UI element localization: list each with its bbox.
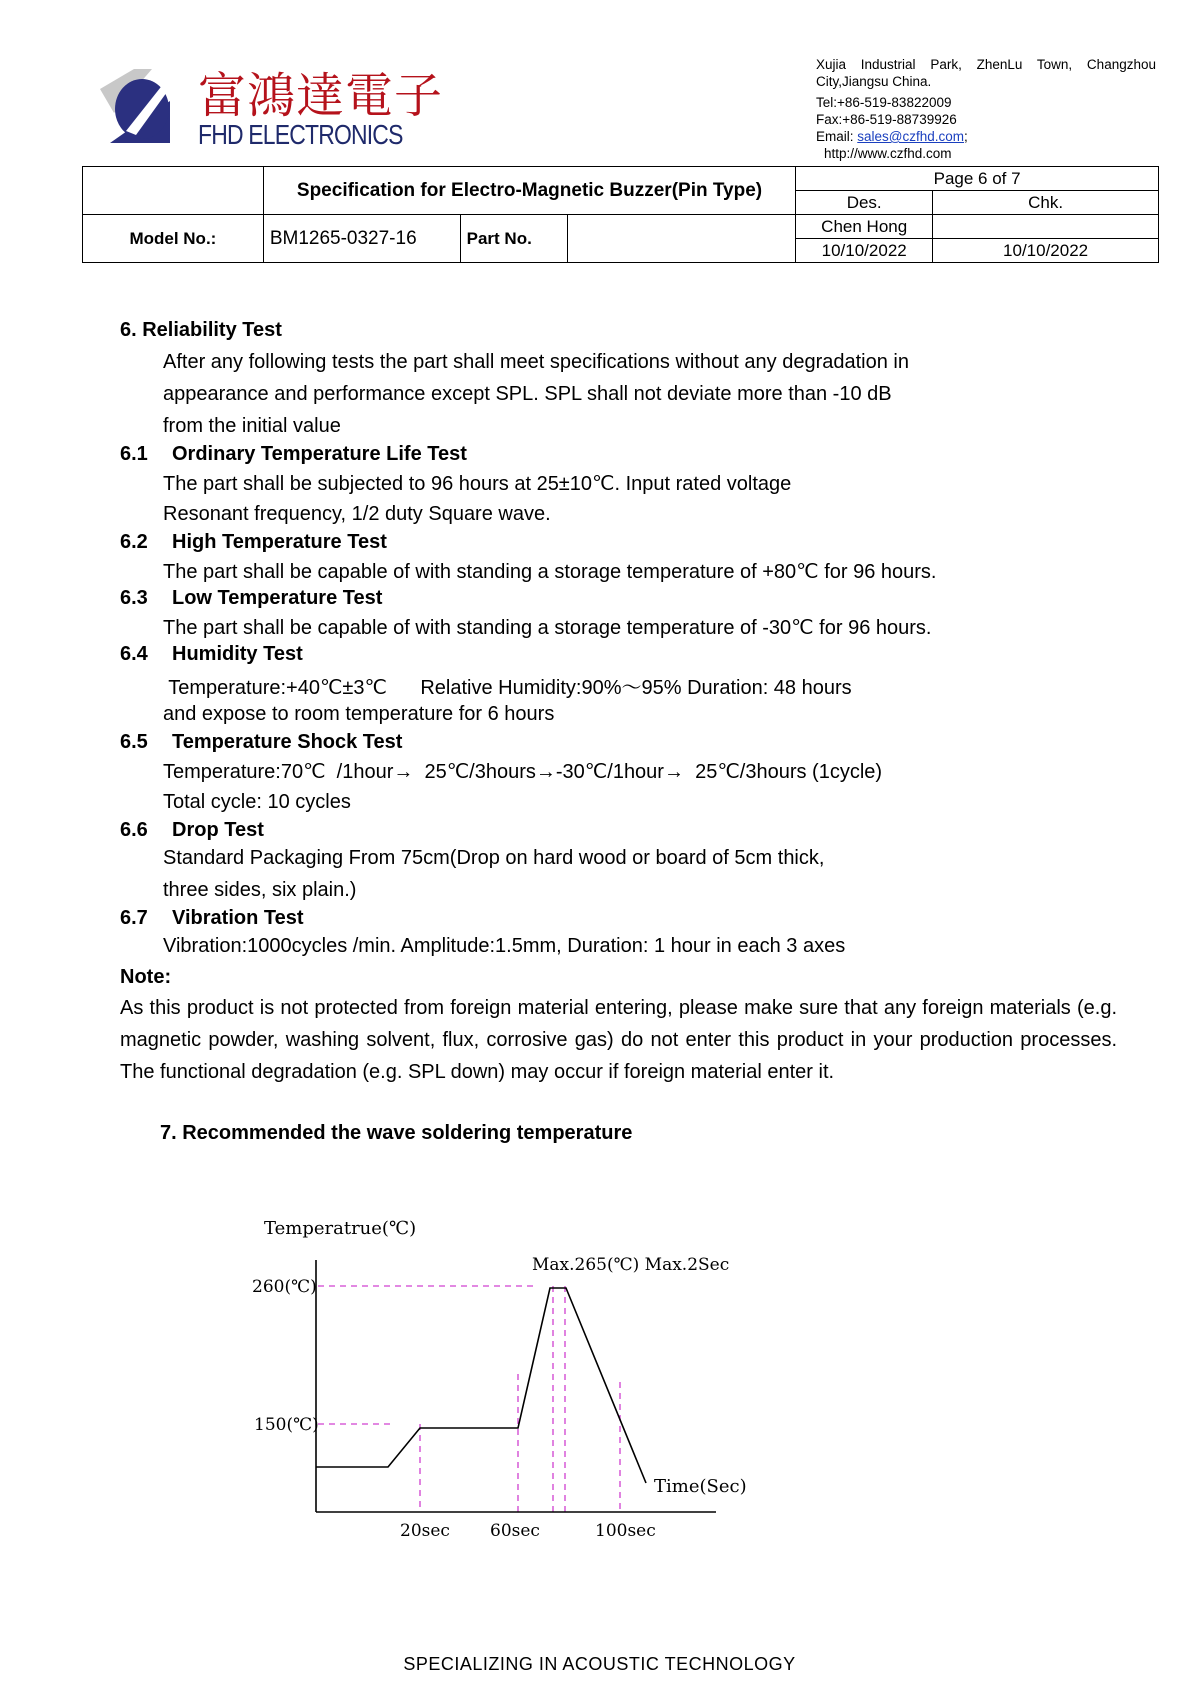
website-url: http://www.czfhd.com bbox=[824, 146, 952, 161]
test-title: Temperature Shock Test bbox=[172, 731, 403, 753]
model-number-label: Model No.: bbox=[83, 215, 264, 263]
email-link[interactable]: sales@czfhd.com bbox=[857, 129, 965, 144]
section-6-intro-line: After any following tests the part shall meet specifications without any degradation in bbox=[163, 351, 909, 373]
checker-name bbox=[933, 215, 1159, 239]
test-title: Vibration Test bbox=[172, 907, 304, 929]
company-address: Xujia Industrial Park, ZhenLu Town, Changzhou City,Jiangsu China. bbox=[816, 57, 1156, 89]
test-number: 6.2 bbox=[120, 531, 148, 553]
company-logo-icon bbox=[92, 61, 187, 151]
section-6-intro-line: appearance and performance except SPL. SPL shall not deviate more than -10 dB bbox=[163, 383, 892, 405]
y-tick-label: 260(℃) bbox=[252, 1277, 317, 1297]
contact-block bbox=[816, 56, 1156, 162]
section-7-heading: 7. Recommended the wave soldering temperature bbox=[160, 1122, 633, 1144]
footer-tagline: SPECIALIZING IN ACOUSTIC TECHNOLOGY bbox=[403, 1654, 796, 1674]
x-tick-label: 100sec bbox=[595, 1521, 656, 1541]
y-axis-label: Temperatrue(℃) bbox=[264, 1218, 417, 1239]
soldering-profile-chart bbox=[240, 1210, 770, 1560]
test-description: The part shall be capable of with standing a storage temperature of -30℃ for 96 hours. bbox=[163, 617, 932, 639]
test-number: 6.4 bbox=[120, 643, 148, 665]
test-description: Temperature:70℃ /1hour→ 25℃/3hours→-30℃/1hour→ 25℃/3hours (1cycle) bbox=[163, 761, 883, 783]
fax-number: Fax:+86-519-88739926 bbox=[816, 112, 957, 127]
section-6-intro-line: from the initial value bbox=[163, 415, 341, 437]
designer-date: 10/10/2022 bbox=[796, 239, 933, 263]
model-number-value: BM1265-0327-16 bbox=[263, 215, 460, 263]
checker-date: 10/10/2022 bbox=[933, 239, 1159, 263]
section-6-heading: 6. Reliability Test bbox=[120, 319, 282, 341]
test-description: Temperature:+40℃±3℃ Relative Humidity:90%～95% Duration: 48 hours bbox=[163, 677, 852, 699]
test-description: Vibration:1000cycles /min. Amplitude:1.5mm, Duration: 1 hour in each 3 axes bbox=[163, 935, 846, 957]
logo-chinese-name: 富鴻達電子 bbox=[198, 68, 444, 124]
test-number: 6.5 bbox=[120, 731, 148, 753]
test-description: Standard Packaging From 75cm(Drop on hard wood or board of 5cm thick, bbox=[163, 847, 825, 869]
x-tick-label: 60sec bbox=[490, 1521, 540, 1541]
test-description: and expose to room temperature for 6 hours bbox=[163, 703, 555, 725]
document-title: Specification for Electro-Magnetic Buzzer(Pin Type) bbox=[263, 167, 795, 215]
test-number: 6.3 bbox=[120, 587, 148, 609]
note-text: As this product is not protected from foreign material entering, please make sure that any foreign materials (e.g. magnetic powder, washing solvent, flux, corrosive gas) do not enter this product in your production processes. The functional degradation (e.g. SPL down) may occur if foreign material enter it. bbox=[120, 997, 1117, 1083]
test-title: Humidity Test bbox=[172, 643, 303, 665]
y-tick-label: 150(℃) bbox=[254, 1415, 319, 1435]
page-number: Page 6 of 7 bbox=[796, 167, 1159, 191]
designer-label: Des. bbox=[796, 191, 933, 215]
test-title: Drop Test bbox=[172, 819, 264, 841]
phone-number: Tel:+86-519-83822009 bbox=[816, 95, 952, 110]
part-number-label: Part No. bbox=[460, 215, 567, 263]
peak-annotation: Max.265(℃) Max.2Sec bbox=[532, 1255, 730, 1275]
note-label: Note: bbox=[120, 966, 172, 988]
test-description: three sides, six plain.) bbox=[163, 879, 357, 901]
test-description: The part shall be subjected to 96 hours at 25±10℃. Input rated voltage bbox=[163, 473, 792, 495]
email-line: Email: sales@czfhd.com; bbox=[816, 129, 968, 144]
designer-name: Chen Hong bbox=[796, 215, 933, 239]
temperature-profile-curve bbox=[316, 1288, 646, 1483]
test-number: 6.1 bbox=[120, 443, 148, 465]
x-axis-label: Time(Sec) bbox=[654, 1476, 747, 1497]
document-header-table bbox=[82, 166, 1159, 263]
test-description: The part shall be capable of with standing a storage temperature of +80℃ for 96 hours. bbox=[163, 561, 937, 583]
x-tick-label: 20sec bbox=[400, 1521, 450, 1541]
test-description: Total cycle: 10 cycles bbox=[163, 791, 351, 813]
logo-english-name: FHD ELECTRONICS bbox=[198, 119, 403, 150]
checker-label: Chk. bbox=[933, 191, 1159, 215]
part-number-value bbox=[567, 215, 796, 263]
test-number: 6.7 bbox=[120, 907, 148, 929]
test-number: 6.6 bbox=[120, 819, 148, 841]
test-description: Resonant frequency, 1/2 duty Square wave. bbox=[163, 503, 551, 525]
test-title: High Temperature Test bbox=[172, 531, 387, 553]
test-title: Ordinary Temperature Life Test bbox=[172, 443, 467, 465]
test-title: Low Temperature Test bbox=[172, 587, 383, 609]
company-logo bbox=[92, 55, 444, 155]
